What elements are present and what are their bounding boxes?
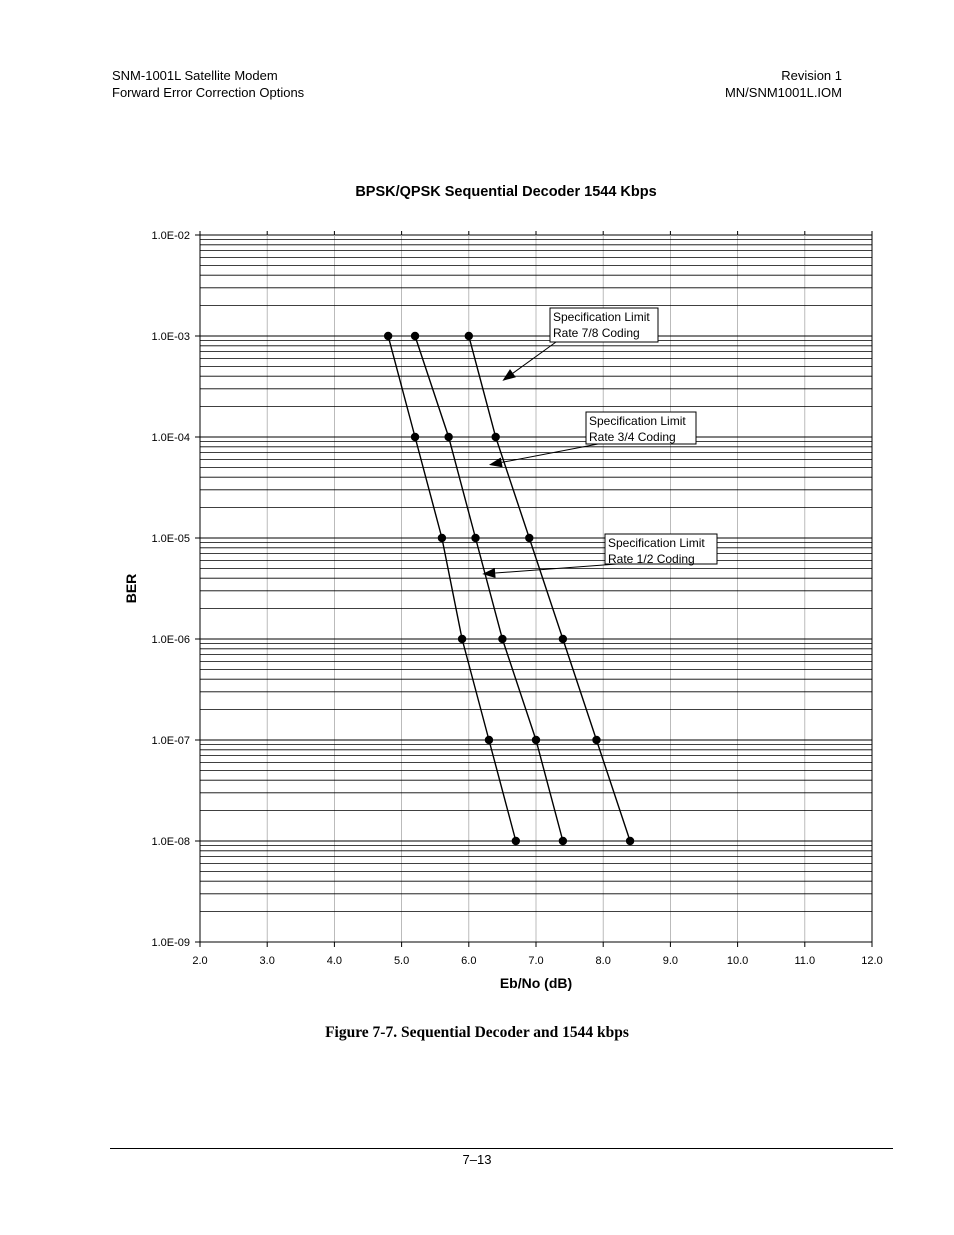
chart-grid — [200, 235, 872, 942]
y-tick-label: 1.0E-02 — [151, 230, 190, 242]
y-tick-label: 1.0E-05 — [151, 533, 190, 545]
annotation-arrowhead — [502, 369, 515, 381]
series-line — [388, 336, 516, 841]
annotation-arrowhead — [489, 457, 503, 467]
y-axis-label: BER — [123, 573, 139, 604]
data-point — [559, 837, 567, 845]
y-tick-label: 1.0E-08 — [151, 836, 190, 848]
annotation-line2: Rate 1/2 Coding — [608, 552, 695, 566]
data-point — [384, 332, 392, 340]
x-axis-label: Eb/No (dB) — [499, 975, 573, 991]
header-section-title: Forward Error Correction Options — [112, 85, 305, 100]
chart-title: BPSK/QPSK Sequential Decoder 1544 Kbps — [355, 184, 657, 200]
data-point — [485, 736, 493, 744]
data-point — [512, 837, 520, 845]
x-tick-label: 2.0 — [192, 955, 208, 967]
header-revision: Revision 1 — [781, 68, 842, 83]
x-tick-label: 9.0 — [662, 955, 679, 967]
annotation-line1: Specification Limit — [553, 310, 650, 324]
x-tick-label: 12.0 — [861, 955, 883, 967]
data-point — [458, 635, 466, 643]
annotation-line2: Rate 7/8 Coding — [553, 326, 640, 340]
data-point — [444, 433, 452, 441]
x-tick-label: 10.0 — [726, 955, 749, 967]
y-tick-label: 1.0E-07 — [151, 735, 190, 747]
data-point — [465, 332, 473, 340]
chart-series — [384, 332, 634, 845]
data-point — [471, 534, 479, 542]
x-tick-label: 7.0 — [528, 955, 544, 967]
y-tick-label: 1.0E-09 — [151, 937, 190, 949]
y-tick-label: 1.0E-06 — [151, 634, 190, 646]
data-point — [438, 534, 446, 542]
y-tick-label: 1.0E-03 — [151, 331, 190, 343]
x-tick-label: 5.0 — [393, 955, 410, 967]
footer-divider — [110, 1148, 893, 1149]
annotation-line1: Specification Limit — [589, 414, 686, 428]
data-point — [559, 635, 567, 643]
annotation-arrow-line — [513, 342, 556, 373]
data-point — [525, 534, 533, 542]
data-point — [411, 433, 419, 441]
x-tick-label: 4.0 — [326, 955, 343, 967]
page-number: 7–13 — [462, 1152, 492, 1167]
data-point — [491, 433, 499, 441]
data-point — [411, 332, 419, 340]
x-tick-label: 11.0 — [794, 955, 816, 967]
x-tick-label: 8.0 — [595, 955, 611, 967]
annotation-line2: Rate 3/4 Coding — [589, 430, 676, 444]
y-tick-label: 1.0E-04 — [151, 432, 190, 444]
x-tick-label: 3.0 — [259, 955, 275, 967]
data-point — [498, 635, 506, 643]
chart-axes — [123, 230, 883, 991]
x-tick-label: 6.0 — [461, 955, 477, 967]
header-document-id: MN/SNM1001L.IOM — [724, 85, 842, 100]
data-point — [592, 736, 600, 744]
data-point — [532, 736, 540, 744]
header-document-title: SNM-1001L Satellite Modem — [112, 68, 278, 83]
annotation-line1: Specification Limit — [608, 536, 705, 550]
figure-caption: Figure 7-7. Sequential Decoder and 1544 kbps — [325, 1024, 629, 1041]
data-point — [626, 837, 634, 845]
